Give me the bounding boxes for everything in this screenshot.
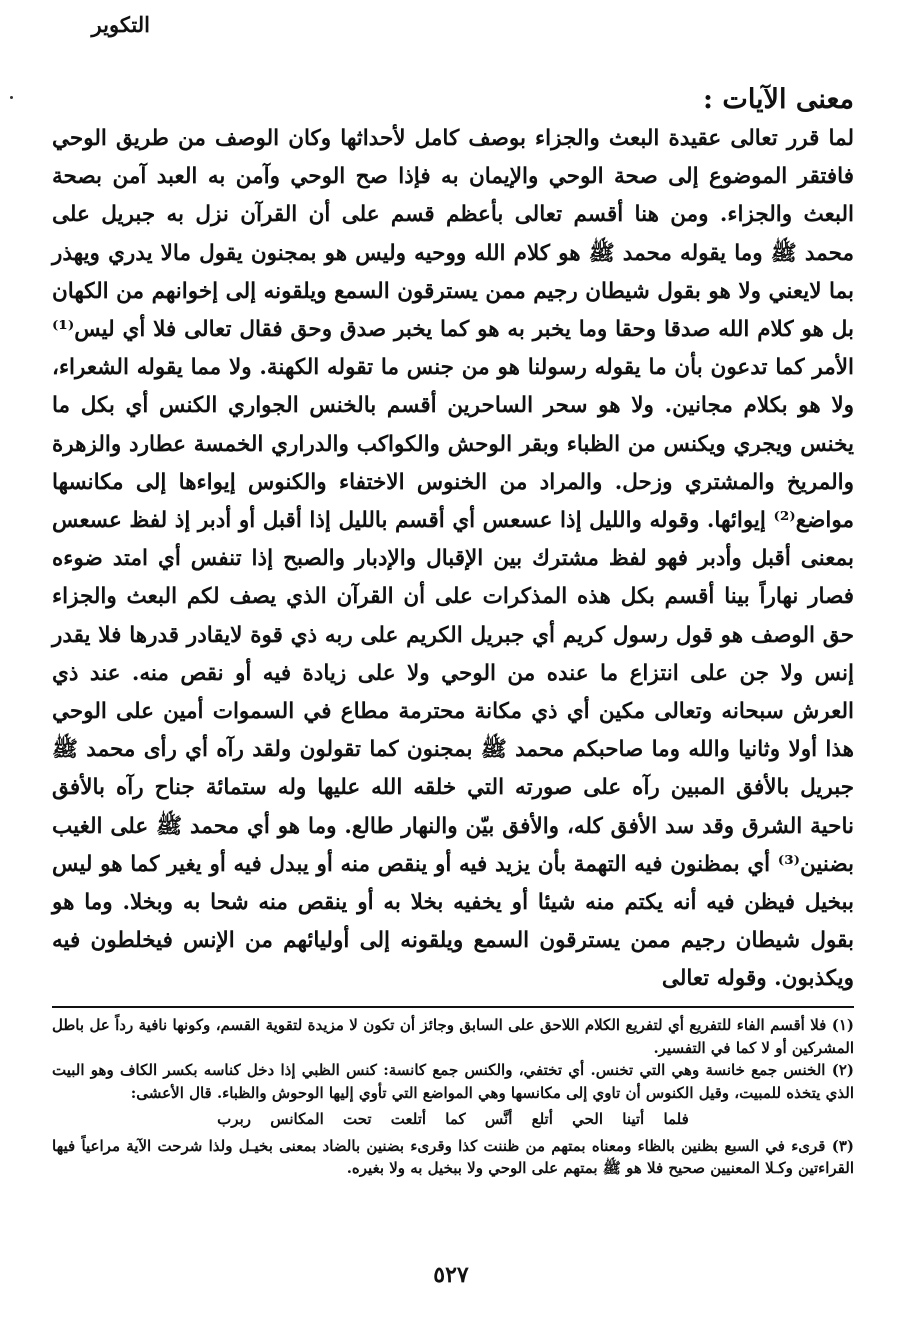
footnote-divider <box>52 1006 854 1008</box>
section-heading: معنى الآيات : <box>703 84 854 115</box>
footnote-3: (٣) قرىء في السبع بظنين بالظاء ومعناه بمتهم من ظننت كذا وقرىء بضنين بالضاد بمعنى بخيـل ولذا شرحت الآية مراعياً فيها القراءتين وكـلا المعنيين صحيح فلا هو ﷺ بمتهم على الوحي ولا ببخيل به ولا بغيره. <box>52 1136 854 1177</box>
running-head: التكوير <box>91 12 150 37</box>
footnote-verse: فلما أتينا الحي أتلع أنَّس كما أتلعت تحت المكانس ربرب <box>217 1110 689 1128</box>
footnote-2: (٢) الخنس جمع خانسة وهي التي تخنس. أي تختفي، والكنس جمع كانسة: كنس الظبي إذا دخل كناسه بكسر الكاف وهو البيت الذي يتخذه للمبيت، وقيل الكنوس أن تاوي إلى مكانسها وهي المواضع التي تأوي إليها الوحوش والظباء. قال الأعشى: <box>52 1061 854 1102</box>
page-number: ٥٢٧ <box>433 1262 469 1288</box>
scan-speck <box>10 96 13 99</box>
body-text <box>52 120 854 999</box>
footnote-1: (١) فلا أقسم الفاء للتفريع أي لتفريع الكلام اللاحق على السابق وجائز أن تكون لا مزيدة لتقوية القسم، وكونها نافية رداً عل باطل المشركين أو لا كما في التفسير. <box>52 1016 854 1057</box>
body-paragraph: لما قرر تعالى عقيدة البعث والجزاء بوصف كامل لأحداثها وكان الوصف من طريق الوحي فافتقر الموضوع إلى صحة الوحي والإيمان به فإذا صح الوحي وآمن به العبد آمن بصحة البعث والجزاء. ومن هنا أقسم تعالى بأعظم قسم على أن القرآن نزل به جبريل على محمد ﷺ وما يقوله محمد ﷺ هو كلام الله ووحيه وليس هو بمجنون يقول مالا يدري ويهذر بما لايعني ولا هو بقول شيطان رجيم ممن يسترقون السمع ويلقونه إلى إخوانهم من الكهان بل هو كلام الله صدقا وحقا وما يخبر به هو كما يخبر صدق وحق فقال تعالى فلا أي ليس⁽¹⁾ الأمر كما تدعون بأن ما يقوله رسولنا هو من جنس ما تقوله الكهنة. ولا مما يقوله الشعراء، ولا هو بكلام مجانين. ولا هو سحر الساحرين أقسم بالخنس الجواري الكنس أي بكل ما يخنس ويجري ويكنس من الظباء وبقر الوحش والكواكب والدراري الخمسة عطارد والزهرة والمريخ والمشتري وزحل. والمراد من الخنوس الاختفاء والكنوس إيواءها إلى مكانسها مواضع⁽²⁾ إيوائها. وقوله والليل إذا عسعس أي أقسم بالليل إذا أقبل أو أدبر إذ لفظ عسعس بمعنى أقبل وأدبر فهو لفظ مشترك بين الإقبال والإدبار والصبح إذا تنفس أي امتد ضوءه فصار نهاراً بينا أقسم بكل هذه المذكرات على أن القرآن الذي يصف لكم البعث والجزاء حق الوصف هو قول رسول كريم أي جبريل الكريم على ربه ذي قوة لايقادر قدرها فلا يقدر إنس ولا جن على انتزاع ما عنده من الوحي ولا على زيادة فيه أو نقص منه. عند ذي العرش سبحانه وتعالى مكين أي ذي مكانة محترمة مطاع في السموات أمين على الوحي هذا أولا وثانيا والله وما صاحبكم محمد ﷺ بمجنون كما تقولون ولقد رآه أي رأى محمد ﷺ جبريل بالأفق المبين رآه على صورته التي خلقه الله عليها وله ستمائة جناح رآه بالأفق ناحية الشرق وقد سد الأفق كله، والأفق بيّن والنهار طالع. وما هو أي محمد ﷺ على الغيب بضنين⁽³⁾ أي بمظنون فيه التهمة بأن يزيد فيه أو ينقص منه أو يبدل فيه أو يغير كما هو ليس ببخيل فيظن فيه أنه يكتم منه شيئا أو يخفيه بخلا به أو ينقص منه شحا به وبخلا. وما هو بقول شيطان رجيم ممن يسترقون السمع ويلقونه إلى أوليائهم من الإنس فيخلطون فيه ويكذبون. وقوله تعالى <box>52 126 854 992</box>
footnotes <box>52 1014 854 1180</box>
